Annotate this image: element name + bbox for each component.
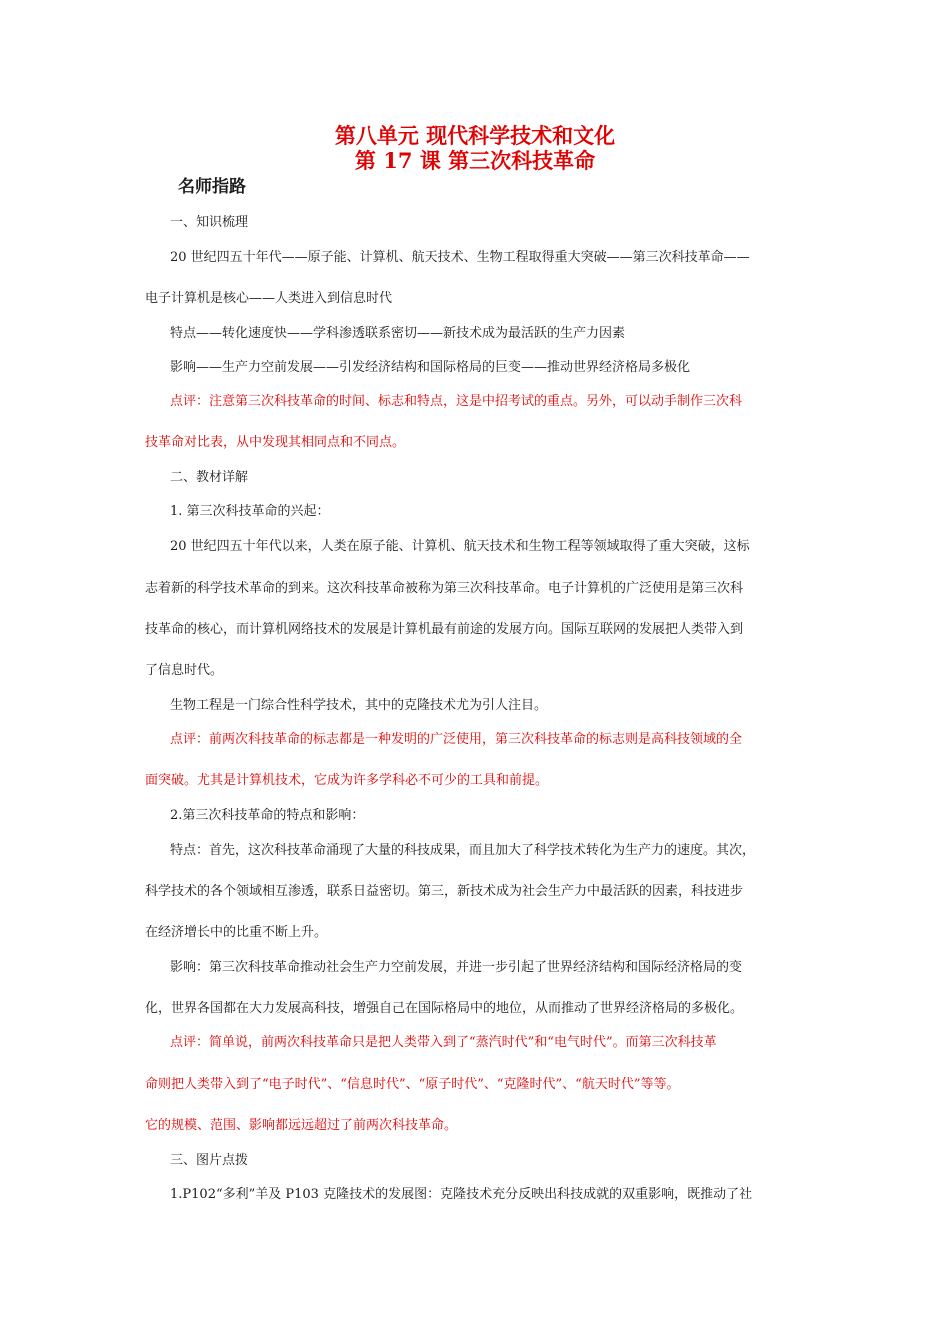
section-heading-textbook: 二、教材详解 — [170, 470, 249, 485]
paragraph-line: 1.P102“多利”羊及 P103 克隆技术的发展图：克隆技术充分反映出科技成就的双重影响，既推动了社 — [170, 1187, 753, 1202]
comment-line: 它的规模、范围、影响都远远超过了前两次科技革命。 — [145, 1118, 458, 1133]
unit-title: 第八单元 现代科学技术和文化 — [334, 123, 616, 148]
comment-line: 技革命对比表，从中发现其相同点和不同点。 — [145, 435, 406, 450]
paragraph-line: 化，世界各国都在大力发展高科技，增强自己在国际格局中的地位，从而推动了世界经济格局的多极化。 — [145, 1001, 744, 1016]
paragraph-line: 影响：第三次科技革命推动社会生产力空前发展，并进一步引起了世界经济结构和国际经济格局的变 — [170, 960, 743, 975]
paragraph-line: 在经济增长中的比重不断上升。 — [145, 925, 328, 940]
paragraph-line: 生物工程是一门综合性科学技术，其中的克隆技术尤为引人注目。 — [170, 698, 548, 713]
comment-line: 命则把人类带入到了“电子时代”、“信息时代”、“原子时代”、“克隆时代”、“航天时代”等等。 — [145, 1077, 680, 1092]
lesson-title: 第 17 课 第三次科技革命 — [354, 148, 596, 173]
paragraph-line: 志着新的科学技术革命的到来。这次科技革命被称为第三次科技革命。电子计算机的广泛使用是第三次科 — [145, 581, 744, 596]
section-heading-pictures: 三、图片点拨 — [170, 1153, 249, 1168]
paragraph-line: 特点——转化速度快——学科渗透联系密切——新技术成为最活跃的生产力因素 — [170, 326, 626, 341]
comment-line: 面突破。尤其是计算机技术，它成为许多学科必不可少的工具和前提。 — [145, 773, 549, 788]
comment-line: 点评：注意第三次科技革命的时间、标志和特点，这是中招考试的重点。另外，可以动手制作三次科 — [170, 394, 743, 409]
paragraph-line: 20 世纪四五十年代——原子能、计算机、航天技术、生物工程取得重大突破——第三次科技革命—— — [170, 250, 750, 265]
section-subheading: 名师指路 — [178, 177, 246, 197]
comment-line: 点评：简单说，前两次科技革命只是把人类带入到了“蒸汽时代”和“电气时代”。而第三次科技革 — [170, 1035, 717, 1050]
comment-line: 点评：前两次科技革命的标志都是一种发明的广泛使用，第三次科技革命的标志则是高科技领域的全 — [170, 732, 743, 747]
subsection-heading: 2.第三次科技革命的特点和影响： — [170, 808, 365, 823]
paragraph-line: 技革命的核心，而计算机网络技术的发展是计算机最有前途的发展方向。国际互联网的发展把人类带入到 — [145, 622, 744, 637]
subsection-heading: 1. 第三次科技革命的兴起： — [170, 504, 330, 519]
paragraph-line: 特点：首先，这次科技革命涌现了大量的科技成果，而且加大了科学技术转化为生产力的速度。其次， — [170, 843, 756, 858]
paragraph-line: 了信息时代。 — [145, 663, 224, 678]
paragraph-line: 科学技术的各个领域相互渗透，联系日益密切。第三，新技术成为社会生产力中最活跃的因素，科技进步 — [145, 884, 744, 899]
paragraph-line: 影响——生产力空前发展——引发经济结构和国际格局的巨变——推动世界经济格局多极化 — [170, 360, 691, 375]
paragraph-line: 电子计算机是核心——人类进入到信息时代 — [145, 291, 393, 306]
section-heading-knowledge: 一、知识梳理 — [170, 215, 249, 230]
paragraph-line: 20 世纪四五十年代以来，人类在原子能、计算机、航天技术和生物工程等领域取得了重大突破，这标 — [170, 539, 750, 554]
